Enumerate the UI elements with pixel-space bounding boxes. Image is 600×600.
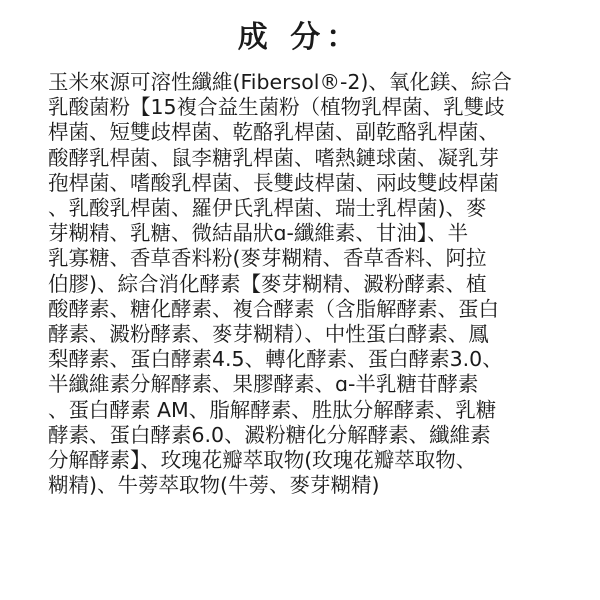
ingredient-line: 乳寡糖、香草香料粉(麥芽糊精、香草香料、阿拉 <box>48 246 487 271</box>
ingredient-line: 半纖維素分解酵素、果膠酵素、ɑ-半乳糖苷酵素 <box>48 372 479 397</box>
ingredient-line: 、乳酸乳桿菌、羅伊氏乳桿菌、瑞士乳桿菌)、麥 <box>48 196 487 221</box>
ingredient-line: 酵素、蛋白酵素6.0、澱粉糖化分解酵素、纖維素 <box>48 422 491 447</box>
ingredient-line: 、蛋白酵素 AM、脂解酵素、胜肽分解酵素、乳糖 <box>48 397 497 422</box>
ingredient-line: 糊精)、牛蒡萃取物(牛蒡、麥芽糊精) <box>48 473 380 498</box>
ingredient-line: 芽糊精、乳糖、微結晶狀ɑ-纖維素、甘油】、半 <box>48 221 469 246</box>
ingredient-line: 分解酵素】、玫瑰花瓣萃取物(玫瑰花瓣萃取物、 <box>48 448 477 473</box>
ingredient-line: 梨酵素、蛋白酵素4.5、轉化酵素、蛋白酵素3.0、 <box>48 347 503 372</box>
ingredient-line: 酸酵素、糖化酵素、複合酵素（含脂解酵素、蛋白 <box>48 296 499 321</box>
ingredients-title: 成 分： <box>237 20 363 55</box>
ingredient-line: 酵素、澱粉酵素、麥芽糊精）、中性蛋白酵素、鳳 <box>48 322 489 347</box>
ingredient-list <box>48 70 558 498</box>
ingredient-line: 伯膠)、綜合消化酵素【麥芽糊精、澱粉酵素、植 <box>48 271 487 296</box>
ingredient-line: 桿菌、短雙歧桿菌、乾酪乳桿菌、副乾酪乳桿菌、 <box>48 120 499 145</box>
ingredient-line: 孢桿菌、嗜酸乳桿菌、長雙歧桿菌、兩歧雙歧桿菌 <box>48 170 499 195</box>
ingredient-line: 玉米來源可溶性纖維(Fibersol®-2)、氧化鎂、綜合 <box>48 70 512 94</box>
ingredient-line: 乳酸菌粉【15複合益生菌粉（植物乳桿菌、乳雙歧 <box>48 95 505 120</box>
ingredient-line: 酸酵乳桿菌、鼠李糖乳桿菌、嗜熱鏈球菌、凝乳芽 <box>48 145 499 170</box>
